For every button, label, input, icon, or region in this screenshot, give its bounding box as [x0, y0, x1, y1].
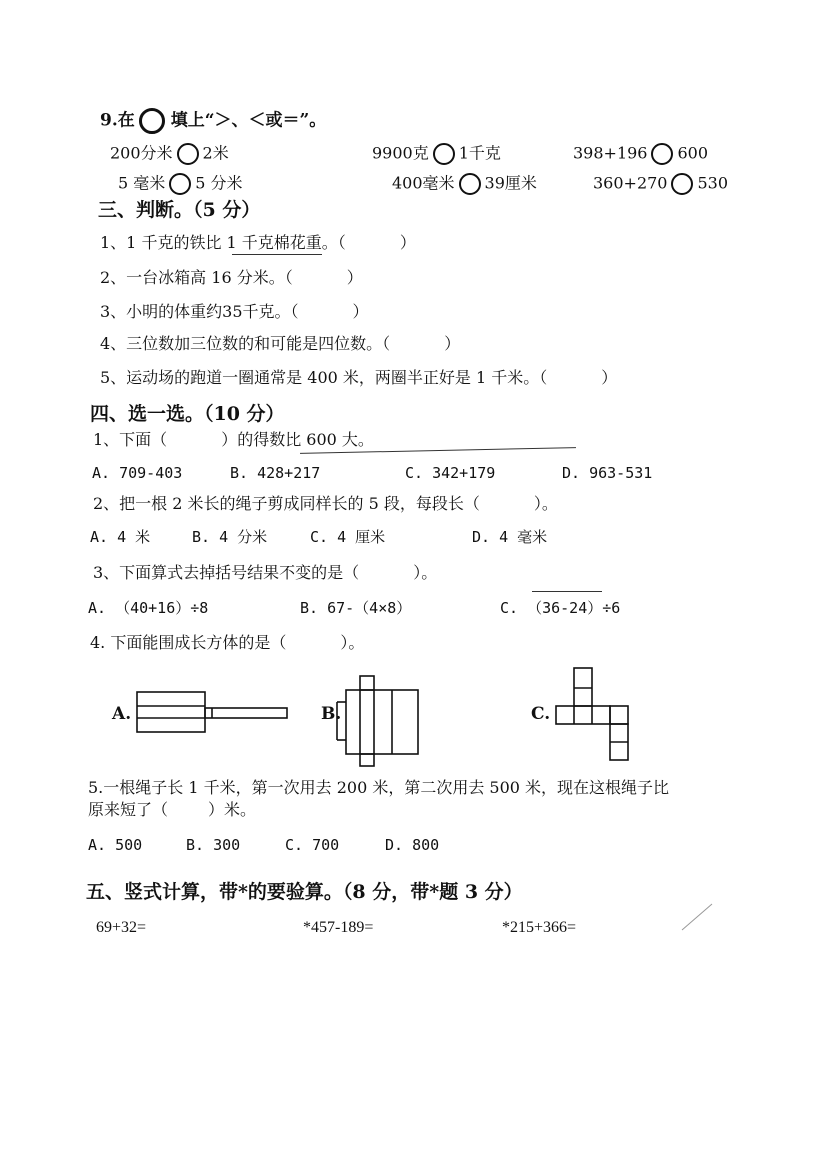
- choice-option[interactable]: C. 700: [285, 836, 340, 854]
- judge-item: [100, 268, 363, 288]
- paren-close: ）: [601, 368, 618, 387]
- judge-item: [100, 368, 617, 388]
- q9-compare-item: [110, 143, 229, 165]
- choice-option[interactable]: B. 428+217: [230, 464, 321, 482]
- choice-option[interactable]: C. （36-24）÷6: [500, 599, 621, 617]
- compare-right: 5 分米: [195, 173, 243, 193]
- compare-circle-blank[interactable]: [651, 143, 673, 165]
- stem-text: ）米。: [208, 800, 257, 819]
- paren-close: ）: [346, 268, 363, 287]
- compare-right: 2米: [202, 143, 229, 163]
- choice-option[interactable]: A. （40+16）÷8: [88, 599, 209, 617]
- compare-circle-blank[interactable]: [459, 173, 481, 195]
- choice-option[interactable]: C. 342+179: [405, 464, 496, 482]
- choice-option[interactable]: D. 800: [385, 836, 440, 854]
- section-4-title: 四、选一选。（10 分）: [90, 403, 285, 425]
- compare-right: 39厘米: [484, 173, 537, 193]
- q9-compare-item: [118, 173, 243, 195]
- compare-circle-blank[interactable]: [177, 143, 199, 165]
- q9-compare-item: [372, 143, 501, 165]
- stem-text: ）。: [340, 633, 365, 652]
- choice-option[interactable]: C. 4 厘米: [310, 528, 386, 546]
- q9-compare-item: [573, 143, 708, 165]
- judge-item: [100, 302, 369, 322]
- judge-text: 3、小明的体重约35千克。（: [100, 302, 299, 321]
- calc-problem: 69+32=: [96, 919, 147, 936]
- choice-q5-line1: 5.一根绳子长 1 千米，第一次用去 200 米，第二次用去 500 米，现在这根绳子比: [88, 778, 670, 797]
- judge-item: [100, 233, 416, 253]
- net-figure-b[interactable]: [336, 674, 428, 768]
- q9-suffix: 填上“＞、＜或＝”。: [170, 110, 327, 131]
- compare-left: 9900克: [372, 143, 429, 163]
- paren-close: ）: [399, 233, 416, 252]
- choice-option[interactable]: A. 500: [88, 836, 143, 854]
- calc-problem: *215+366=: [502, 919, 577, 936]
- circle-icon: [139, 108, 165, 134]
- q9-prefix: 9.在: [100, 110, 135, 131]
- stem-text: ）。: [413, 563, 438, 582]
- choice-option[interactable]: B. 4 分米: [192, 528, 268, 546]
- compare-circle-blank[interactable]: [433, 143, 455, 165]
- stem-text: 1、下面（: [93, 430, 168, 449]
- net-figure-c[interactable]: [552, 666, 642, 764]
- net-label-c: C.: [531, 704, 551, 724]
- choice-option[interactable]: D. 963-531: [562, 464, 653, 482]
- compare-left: 5 毫米: [118, 173, 166, 193]
- compare-circle-blank[interactable]: [169, 173, 191, 195]
- choice-option[interactable]: A. 709-403: [92, 464, 183, 482]
- stem-text: 2、把一根 2 米长的绳子剪成同样长的 5 段，每段长（: [93, 494, 480, 513]
- compare-circle-blank[interactable]: [671, 173, 693, 195]
- stem-text: ）。: [533, 494, 558, 513]
- stem-text: 3、下面算式去掉括号结果不变的是（: [93, 563, 360, 582]
- choice-option[interactable]: B. 300: [186, 836, 241, 854]
- paren-close: ）: [352, 302, 369, 321]
- q9-compare-item: [593, 173, 728, 195]
- choice-option[interactable]: B. 67-（4×8）: [300, 599, 412, 617]
- net-figure-a[interactable]: [136, 690, 292, 736]
- compare-right: 530: [697, 173, 729, 193]
- choice-q5-line2: [88, 800, 256, 820]
- judge-text: 4、三位数加三位数的和可能是四位数。（: [100, 334, 391, 353]
- choice-option[interactable]: D. 4 毫米: [472, 528, 548, 546]
- compare-left: 360+270: [593, 173, 668, 193]
- stem-text: ）的得数比 600 大。: [221, 430, 374, 449]
- compare-left: 400毫米: [392, 173, 455, 193]
- q9-compare-item: [392, 173, 537, 195]
- choice-q2-stem: [93, 494, 558, 514]
- compare-right: 1千克: [458, 143, 501, 163]
- net-label-b: B.: [321, 704, 342, 724]
- pencil-mark: [680, 902, 714, 932]
- handwritten-stroke: [532, 591, 602, 592]
- section-5-title: 五、竖式计算，带*的要验算。（8 分，带*题 3 分）: [86, 881, 523, 903]
- calc-problem: *457-189=: [303, 919, 374, 936]
- net-label-a: A.: [112, 704, 132, 724]
- judge-text: 1、1 千克的铁比 1 千克棉花重。（: [100, 233, 346, 252]
- judge-item: [100, 334, 460, 354]
- stem-text: 原来短了（: [88, 800, 169, 819]
- judge-text: 5、运动场的跑道一圈通常是 400 米，两圈半正好是 1 千米。（: [100, 368, 548, 387]
- stem-text: 4. 下面能围成长方体的是（: [90, 633, 287, 652]
- judge-text: 2、一台冰箱高 16 分米。（: [100, 268, 293, 287]
- choice-option[interactable]: A. 4 米: [90, 528, 151, 546]
- compare-right: 600: [677, 143, 709, 163]
- choice-q3-stem: [93, 563, 437, 583]
- section-3-title: 三、判断。（5 分）: [98, 199, 261, 221]
- choice-q1-stem: [93, 430, 374, 450]
- choice-q4-stem: [90, 633, 364, 653]
- paren-close: ）: [444, 334, 461, 353]
- handwritten-underline: [232, 254, 322, 255]
- compare-left: 200分米: [110, 143, 173, 163]
- q9-instruction: [100, 108, 326, 134]
- compare-left: 398+196: [573, 143, 648, 163]
